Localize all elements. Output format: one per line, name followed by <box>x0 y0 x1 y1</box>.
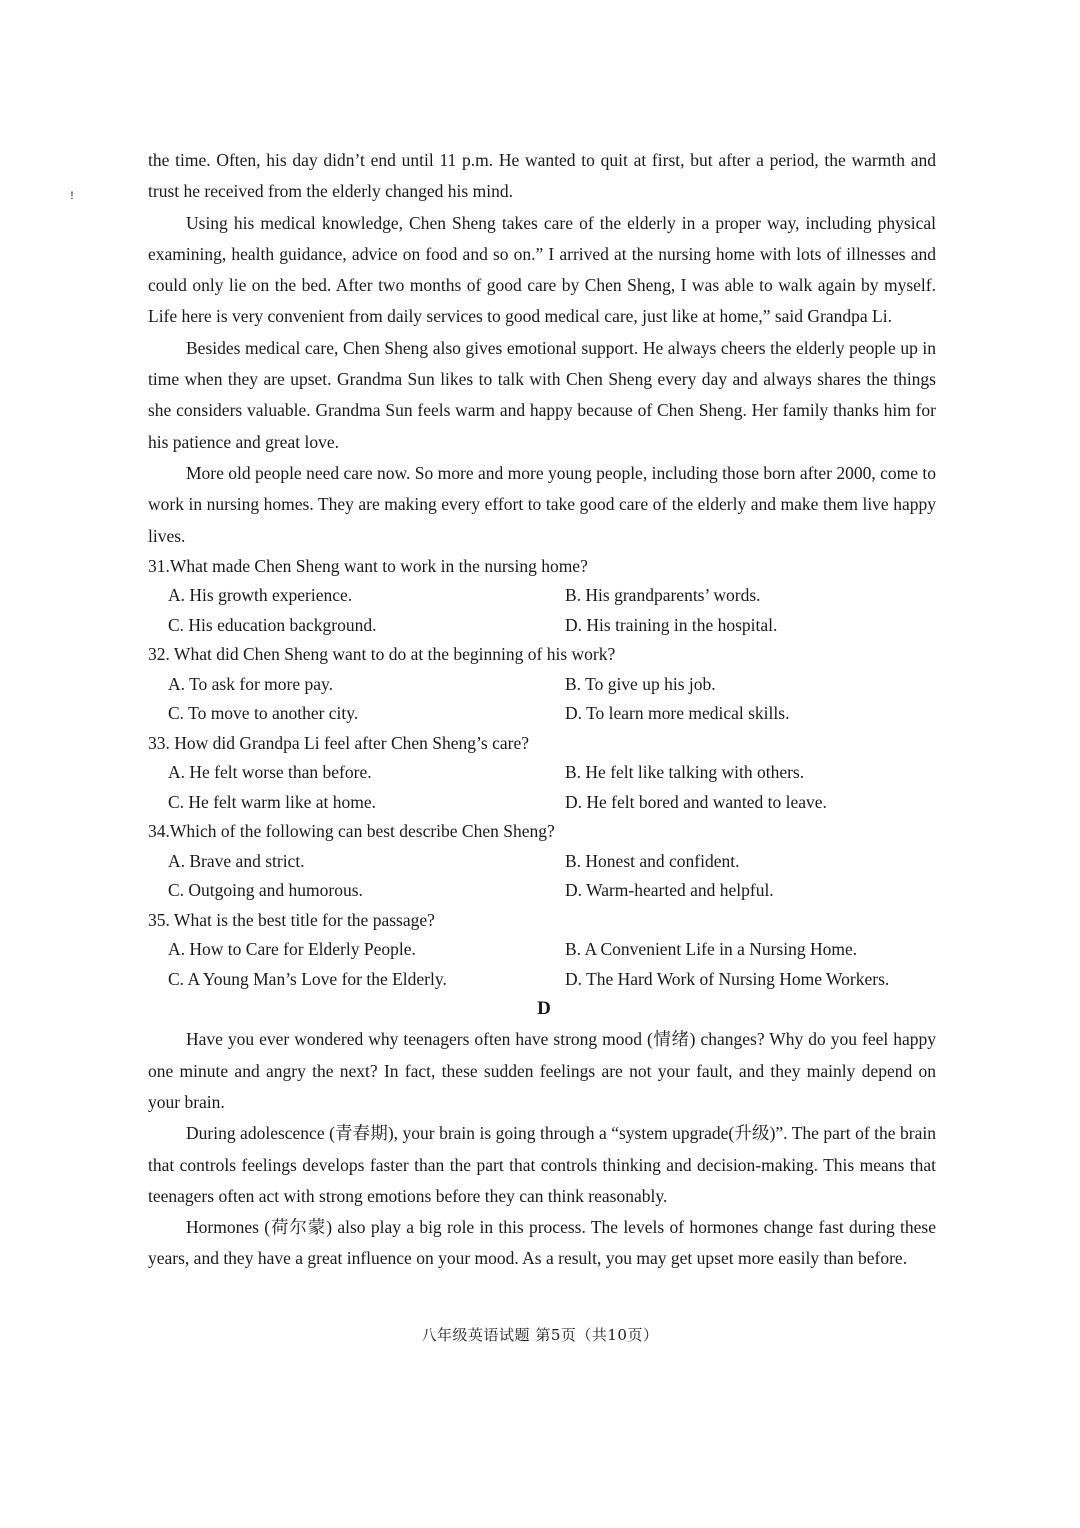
question-stem: 35. What is the best title for the passage? <box>148 909 435 930</box>
option-b: B. Honest and confident. <box>565 850 740 871</box>
option-a: A. How to Care for Elderly People. <box>168 939 416 960</box>
section-title-d: D <box>537 998 551 1020</box>
passage-d-paragraph-3: Hormones (荷尔蒙) also play a big role in this process. The levels of hormones change fast during these years, and they have a great influence on your mood. As a result, you may get upset more easily than before. <box>148 1217 936 1269</box>
passage-c-paragraph-1: the time. Often, his day didn’t end until 11 p.m. He wanted to quit at first, but after a period, the warmth and trust he received from the elderly changed his mind. <box>148 150 936 202</box>
question-stem: 33. How did Grandpa Li feel after Chen Sheng’s care? <box>148 732 529 753</box>
option-b: B. A Convenient Life in a Nursing Home. <box>565 939 858 960</box>
option-a: A. His growth experience. <box>168 585 353 606</box>
option-b: B. To give up his job. <box>565 673 716 694</box>
page-footer: 八年级英语试题 第5页（共10页） <box>421 1326 659 1344</box>
question-options <box>148 847 936 906</box>
option-a: A. To ask for more pay. <box>168 673 333 694</box>
question-32 <box>148 640 936 729</box>
option-d: D. His training in the hospital. <box>565 614 778 635</box>
question-31 <box>148 552 936 641</box>
passage-c-paragraph-3: Besides medical care, Chen Sheng also gives emotional support. He always cheers the elderly people up in time when they are upset. Grandma Sun likes to talk with Chen Sheng every day and always shares the things she considers valuable. Grandma Sun feels warm and happy because of Chen Sheng. Her family thanks him for his patience and great love. <box>148 337 936 452</box>
option-c: C. Outgoing and humorous. <box>168 880 363 901</box>
option-d: D. He felt bored and wanted to leave. <box>565 791 827 812</box>
question-options <box>148 758 936 817</box>
option-b: B. His grandparents’ words. <box>565 585 761 606</box>
passage-c-paragraph-2: Using his medical knowledge, Chen Sheng takes care of the elderly in a proper way, including physical examining, health guidance, advice on food and so on.” I arrived at the nursing home with lots of illnesses and could only lie on the bed. After two months of good care by Chen Sheng, I was able to walk again by myself. Life here is very convenient from daily services to good medical care, just like at home,” said Grandpa Li. <box>148 212 936 327</box>
option-c: C. His education background. <box>168 614 377 635</box>
question-35 <box>148 906 936 995</box>
question-options <box>148 581 936 640</box>
exam-page-content <box>148 145 936 1275</box>
margin-mark: ! <box>70 188 74 202</box>
question-33 <box>148 729 936 818</box>
option-d: D. Warm-hearted and helpful. <box>565 880 774 901</box>
question-options <box>148 670 936 729</box>
option-d: D. To learn more medical skills. <box>565 703 790 724</box>
option-c: C. A Young Man’s Love for the Elderly. <box>168 968 447 989</box>
option-c: C. He felt warm like at home. <box>168 791 376 812</box>
question-34 <box>148 817 936 906</box>
option-d: D. The Hard Work of Nursing Home Workers. <box>565 968 890 989</box>
passage-d-paragraph-2: During adolescence (青春期), your brain is going through a “system upgrade(升级)”. The part of the brain that controls feelings develops faster than the part that controls thinking and decision-making. This means that teenagers often act with strong emotions before they can think reasonably. <box>148 1123 936 1206</box>
option-a: A. He felt worse than before. <box>168 762 372 783</box>
question-stem: 32. What did Chen Sheng want to do at the beginning of his work? <box>148 644 616 665</box>
question-stem: 31.What made Chen Sheng want to work in the nursing home? <box>148 555 588 576</box>
passage-d-paragraph-1: Have you ever wondered why teenagers often have strong mood (情绪) changes? Why do you feel happy one minute and angry the next? In fact, these sudden feelings are not your fault, and they mainly depend on your brain. <box>148 1029 936 1112</box>
option-b: B. He felt like talking with others. <box>565 762 805 783</box>
option-c: C. To move to another city. <box>168 703 359 724</box>
question-stem: 34.Which of the following can best describe Chen Sheng? <box>148 821 555 842</box>
option-a: A. Brave and strict. <box>168 850 305 871</box>
passage-c-paragraph-4: More old people need care now. So more and more young people, including those born after 2000, come to work in nursing homes. They are making every effort to take good care of the elderly and make them live happy lives. <box>148 462 936 546</box>
question-options <box>148 935 936 994</box>
